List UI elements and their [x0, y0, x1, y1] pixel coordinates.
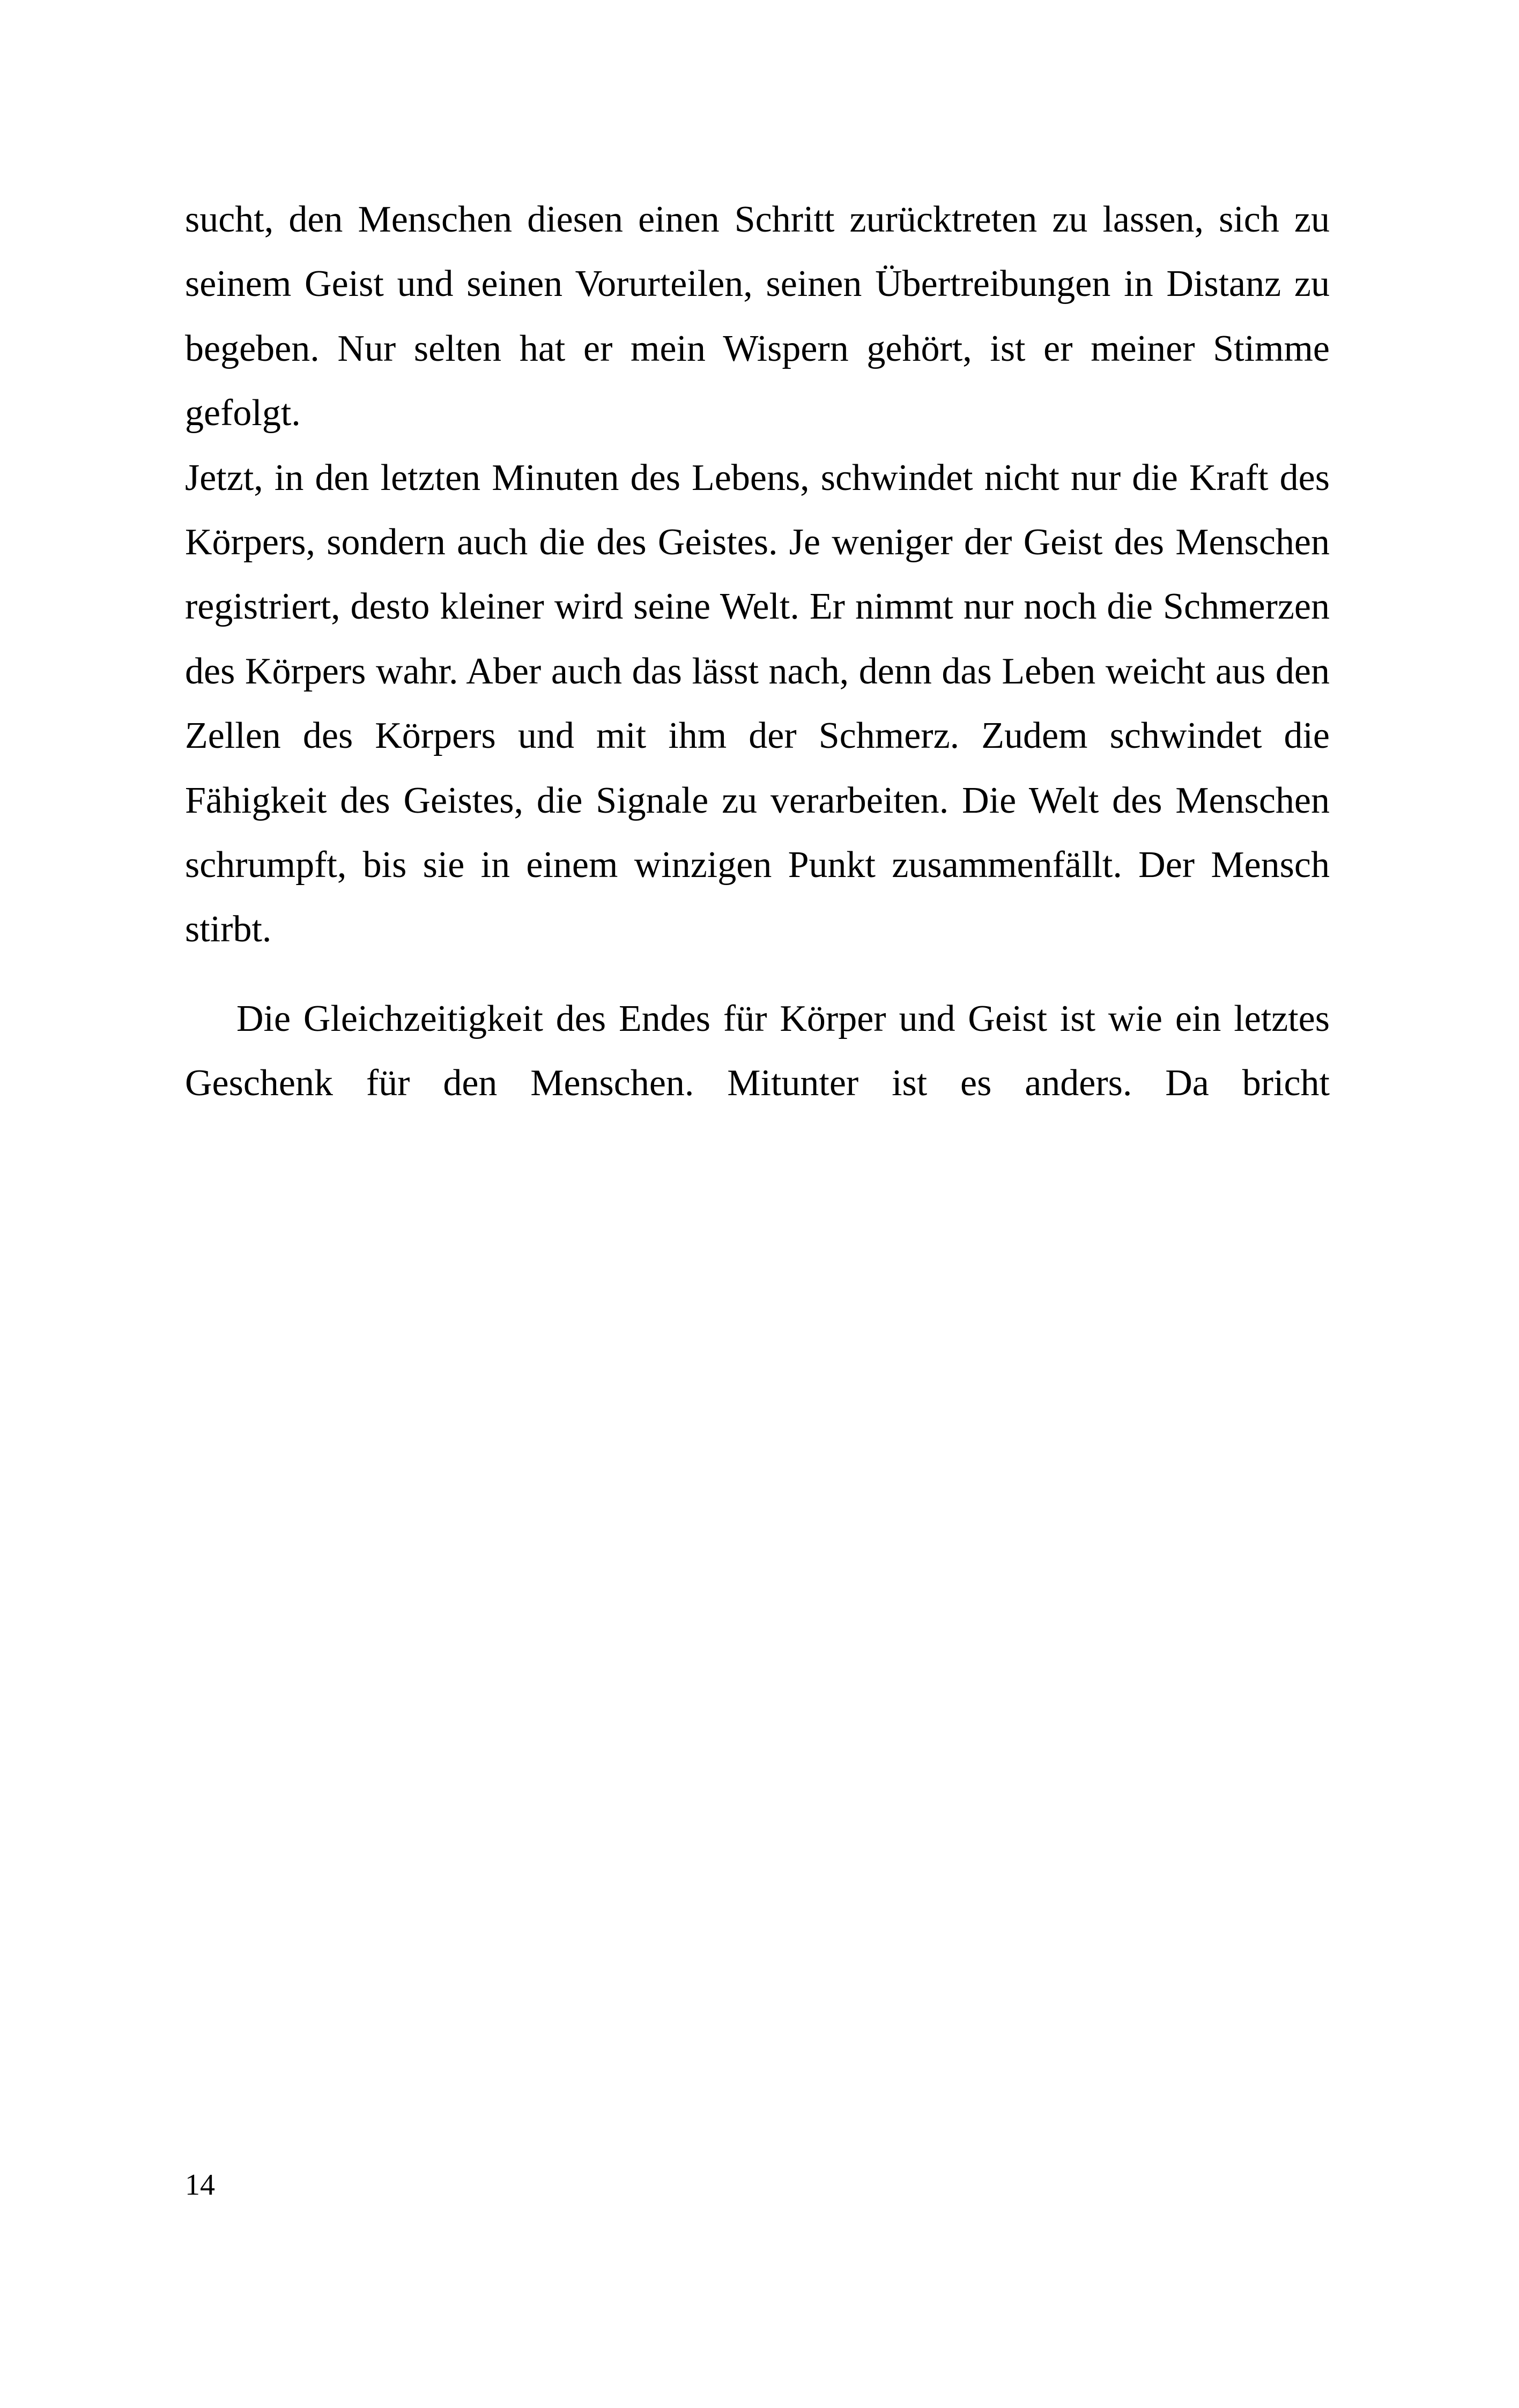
paragraph-3: Die Gleichzeitigkeit des Endes für Körper und Geist ist wie ein letztes Geschenk für den Menschen. Mitunter ist es anders. Da bricht: [185, 998, 1330, 1104]
page-text-block: [185, 188, 1330, 1116]
paragraph-2: Jetzt, in den letzten Minuten des Lebens, schwindet nicht nur die Kraft des Körpers, sondern auch die des Geistes. Je weniger der Geist des Menschen registriert, desto kleiner wird seine Welt. Er nimmt nur noch die Schmerzen des Körpers wahr. Aber auch das lässt nach, denn das Leben weicht aus den Zellen des Körpers und mit ihm der Schmerz. Zudem schwindet die Fähigkeit des Geistes, die Signale zu verarbeiten. Die Welt des Menschen schrumpft, bis sie in einem winzigen Punkt zusammenfällt. Der Mensch stirbt.: [185, 457, 1330, 950]
page-number: 14: [185, 2168, 215, 2202]
paragraph-1: sucht, den Menschen diesen einen Schritt zurücktreten zu lassen, sich zu seinem Geist und seinen Vorurteilen, seinen Übertreibungen in Distanz zu begeben. Nur selten hat er mein Wispern gehört, ist er meiner Stimme gefolgt.: [185, 199, 1330, 434]
